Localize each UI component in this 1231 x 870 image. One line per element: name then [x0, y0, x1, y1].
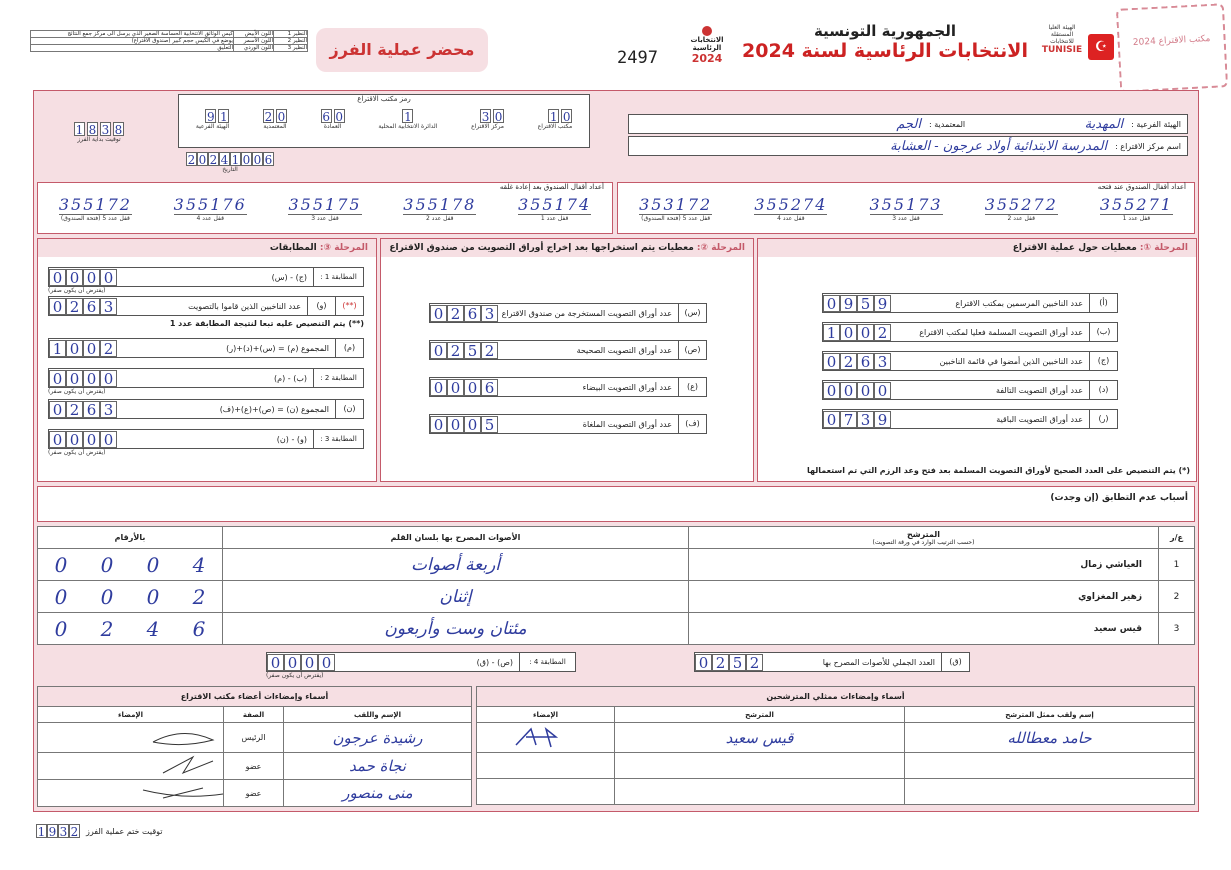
match4-row: المطابقة 4 : (ص) - (ق) 0 0 0 0 (يفترض أن يكون صفر)	[266, 652, 576, 679]
signature-image	[113, 780, 223, 804]
date-field: 2 0 2 4 1 0 0 6 التاريخ	[187, 153, 273, 173]
lock-before-3: 355173 قفل عدد 3	[869, 195, 943, 222]
signature-image	[506, 725, 586, 749]
lock-before-1: 355271 قفل عدد 1	[1099, 195, 1173, 222]
stage1-row-c: (ج) عدد الناخبين الذين أمضوا في قائمة الناخبين 0 2 6 3	[822, 351, 1118, 371]
code-imada: 0 6 العمادة	[322, 110, 343, 130]
code-center: 0 3 مركز الاقتراع	[471, 110, 505, 130]
sum-n-row: (ن) المجموع (ن) = (ص)+(ع)+(ف) 0 2 6 3	[48, 399, 364, 419]
stage1-row-b: (ب) عدد أوراق التصويت المسلمة فعليا لمكتب الاقتراع 1 0 0 2	[822, 322, 1118, 342]
table-row: حامد معطالله قيس سعيد	[477, 723, 1195, 753]
minutes-title: محضر عملية الفرز	[316, 28, 488, 72]
table-row: رشيدة عرجون الرئيس	[38, 723, 472, 753]
code-district: 1 الدائرة الانتخابية المحلية	[378, 110, 438, 130]
lock-after-4: 355176 قفل عدد 4	[173, 195, 247, 222]
center-name-row: اسم مركز الاقتراع : المدرسة الابتدائية أولاد عرجون - العشابة	[628, 136, 1188, 156]
start-time: 1 8 3 8 توقيت بداية الفرز	[75, 123, 123, 143]
polling-code-box: رمز مكتب الاقتراع 0 1 مكتب الاقتراع 0 3 مركز الاقتراع 1 الدائرة الانتخابية المحلية 0 6 العمادة 0 2 المعتمدية 1 9 الهيئة الفرعية	[178, 94, 590, 148]
match1-row: المطابقة 1 : (ج) - (س) 0 0 0 0	[48, 267, 364, 287]
stage1-row-r: (ر) عدد أوراق التصويت الباقية 0 7 3 9	[822, 409, 1118, 429]
copies-legend: النظير 1 اللون الأبيض كيس الوثائق الانتخابية الحساسة الصغير الذي يرسل الى مركز جمع النتائج النظير 2 اللون الأسمر يوضع في الكيس حجم كبير (صندوق الاقتراع) النظير 3 اللون الوردي التعليق	[30, 30, 308, 52]
code-sub-authority: 1 9 الهيئة الفرعية	[195, 110, 230, 130]
representatives-table: أسماء وإمضاءات ممثلي المترشحين إسم ولقب ممثل المترشح المترشح الإمضاء حامد معطالله قيس سعيد	[476, 686, 1195, 805]
lock-after-5: 355172 قفل عدد 5 (فتحة الصندوق)	[58, 195, 132, 222]
lock-before-4: 355274 قفل عدد 4	[754, 195, 828, 222]
document-number: 2497	[617, 48, 658, 68]
stage1-box: المرحلة ①: معطيات حول عملية الاقتراع (أ) عدد الناخبين المرسمين بمكتب الاقتراع 0 9 5 9 (ب) عدد أوراق التصويت المسلمة فعليا لمكتب الاقتراع 1 0 0 2 (ج) عدد الناخبين الذين أمضوا في قائمة الناخبين 0 2 6 3 (د) عدد أوراق التصويت التالفة 0 0 0 0 (ر) عدد أوراق التصويت الباقية 0 7 3 9 (*) يتم التنصيص على العدد الصحيح لأوراق التصويت المسلمة بعد فتح وعد الرزم التي تم استعمالها	[757, 238, 1197, 482]
table-row: 1 العياشي زمال أربعة أصوات 0 0 0 4	[38, 549, 1195, 581]
election-title: الانتخابات الرئاسية لسنة 2024	[742, 40, 1028, 62]
isie-logo: الهيئة العليا المستقلة للانتخابات TUNISIE	[1041, 24, 1083, 55]
lock-after-2: 355178 قفل عدد 2	[403, 195, 477, 222]
total-votes-row: (ق) العدد الجملي للأصوات المصرح بها 0 2 5 2	[694, 652, 970, 672]
end-time: 1 9 3 2 توقيت ختم عملية الفرز	[37, 825, 163, 839]
lock-before-5: 353172 قفل عدد 5 (فتحة الصندوق)	[639, 195, 713, 222]
republic-title: الجمهورية التونسية	[814, 22, 956, 40]
code-delegation: 0 2 المعتمدية	[263, 110, 287, 130]
stage1-row-a: (أ) عدد الناخبين المرسمين بمكتب الاقتراع 0 9 5 9	[822, 293, 1118, 313]
official-stamp: مكتب الاقتراع 2024	[1116, 3, 1228, 93]
table-row: نجاة حمد عضو	[38, 753, 472, 780]
members-table: أسماء وإمضاءات أعضاء مكتب الاقتراع الإسم واللقب الصفة الإمضاء رشيدة عرجون الرئيس نجاة حمد عضو منى منصور عضو	[37, 686, 472, 807]
table-row: 2 زهير المغزاوي إثنان 0 0 0 2	[38, 581, 1195, 613]
signature-image	[113, 724, 223, 750]
stage3-box: المرحلة ③: المطابقات المطابقة 1 : (ج) - (س) 0 0 0 0 (يفترض أن يكون صفر) (**) (و) عدد الناخبين الذين قاموا بالتصويت 0 2 6 3 (**) يتم التنصيص عليه تبعا لنتيجة المطابقة عدد 1 (م) المجموع (م) = (س)+(د)+(ر) 1 0 0 2 المطابقة 2 : (ب) - (م) 0 0 0 0 (يفترض أن يكون صفر) (ن) المجموع (ن) = (ص)+(ع)+(ف) 0 2 6 3 المطابقة 3 : (و) - (ن) 0 0 0 0 (يفترض أن يكون صفر)	[37, 238, 377, 482]
stage2-row-p: (ص) عدد أوراق التصويت الصحيحة 0 2 5 2	[429, 340, 707, 360]
stage2-row-s: (س) عدد أوراق التصويت المستخرجة من صندوق الاقتراع 0 2 6 3	[429, 303, 707, 323]
tunisia-flag-icon: ☪	[1088, 34, 1114, 60]
table-row: 3 قيس سعيد مئتان وست وأربعون 0 2 4 6	[38, 613, 1195, 645]
locks-after-box: أعداد أقفال الصندوق بعد إعادة غلقه 355174 قفل عدد 1 355178 قفل عدد 2 355175 قفل عدد 3 355176 قفل عدد 4 355172 قفل عدد 5 (فتحة الصندوق)	[37, 182, 613, 234]
elections-logo: الانتخابات الرئاسية 2024	[682, 26, 732, 65]
signature-image	[113, 753, 223, 777]
stage1-row-d: (د) عدد أوراق التصويت التالفة 0 0 0 0	[822, 380, 1118, 400]
stage2-row-f: (ف) عدد أوراق التصويت الملغاة 0 0 0 5	[429, 414, 707, 434]
sum-m-row: (م) المجموع (م) = (س)+(د)+(ر) 1 0 0 2	[48, 338, 364, 358]
lock-after-3: 355175 قفل عدد 3	[288, 195, 362, 222]
table-row: منى منصور عضو	[38, 780, 472, 807]
stage2-box: المرحلة ②: معطيات يتم استخراجها بعد إخراج أوراق التصويت من صندوق الاقتراع (س) عدد أوراق التصويت المستخرجة من صندوق الاقتراع 0 2 6 3 (ص) عدد أوراق التصويت الصحيحة 0 2 5 2 (ع) عدد أوراق التصويت البيضاء 0 0 0 6 (ف) عدد أوراق التصويت الملغاة 0 0 0 5	[380, 238, 754, 482]
match3-row: المطابقة 3 : (و) - (ن) 0 0 0 0	[48, 429, 364, 449]
stage1-note: (*) يتم التنصيص على العدد الصحيح لأوراق التصويت المسلمة بعد فتح وعد الرزم التي تم استعمالها	[806, 466, 1190, 475]
voters-row: (**) (و) عدد الناخبين الذين قاموا بالتصويت 0 2 6 3	[48, 296, 364, 316]
stage2-row-e: (ع) عدد أوراق التصويت البيضاء 0 0 0 6	[429, 377, 707, 397]
results-table: ع/ر المترشح (حسب الترتيب الوارد في ورقة التصويت) الأصوات المصرح بها بلسان القلم بالأرقام 1 العياشي زمال أربعة أصوات 0 0 0 4 2 زهير المغزاوي إثنان 0 0 0 2 3 قيس سعيد مئتان وست وأربعون 0 2 4 6	[37, 526, 1195, 645]
header-titles	[740, 22, 1030, 62]
discrepancy-field: أسباب عدم التطابق (إن وجدت)	[37, 486, 1195, 522]
code-office: 0 1 مكتب الاقتراع	[537, 110, 573, 130]
lock-before-2: 355272 قفل عدد 2	[984, 195, 1058, 222]
sub-authority-row: الهيئة الفرعية : المهدية المعتمدية : الجم	[628, 114, 1188, 134]
match2-row: المطابقة 2 : (ب) - (م) 0 0 0 0	[48, 368, 364, 388]
locks-before-box: أعداد أقفال الصندوق عند فتحه 355271 قفل عدد 1 355272 قفل عدد 2 355173 قفل عدد 3 355274 قفل عدد 4 353172 قفل عدد 5 (فتحة الصندوق)	[617, 182, 1195, 234]
lock-after-1: 355174 قفل عدد 1	[518, 195, 592, 222]
